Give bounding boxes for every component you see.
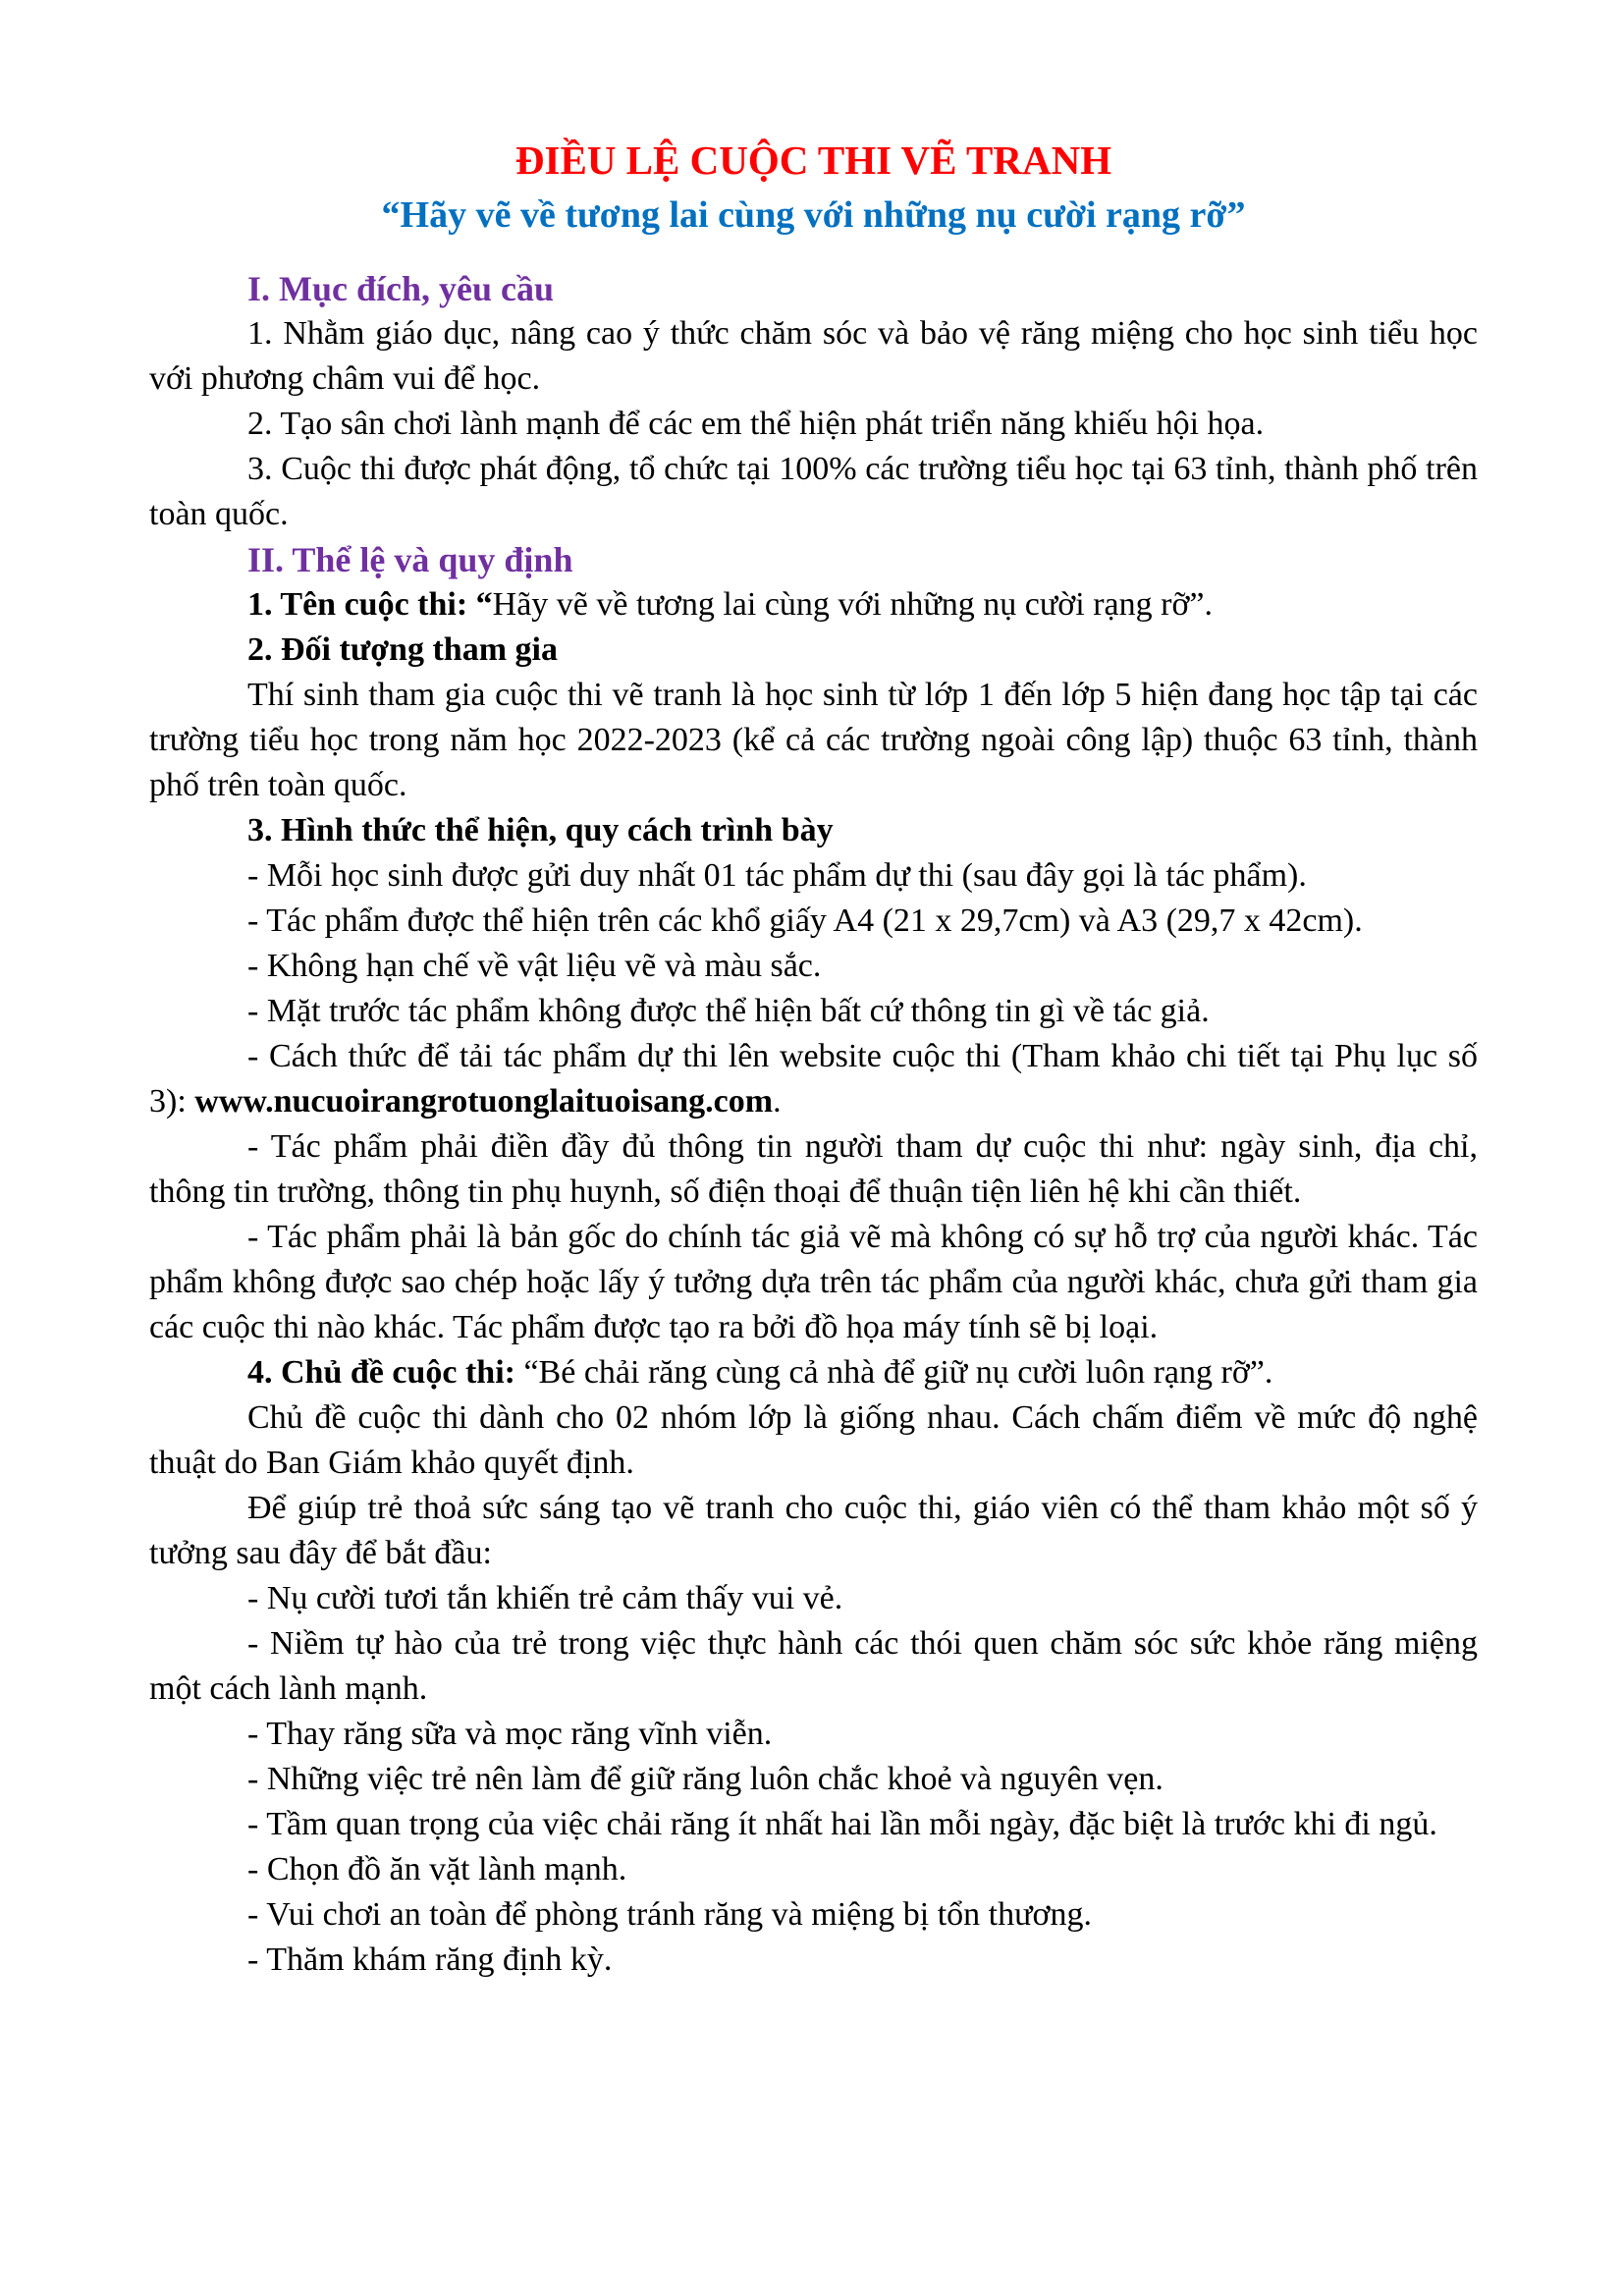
text-run: 2. Tạo sân chơi lành mạnh để các em thể hiện phát triển năng khiếu hội họa. bbox=[247, 406, 1265, 442]
paragraph bbox=[149, 1938, 1478, 1983]
paragraph bbox=[149, 1576, 1478, 1621]
section-heading bbox=[149, 266, 1478, 311]
text-run: - Thay răng sữa và mọc răng vĩnh viễn. bbox=[247, 1716, 773, 1752]
bold-text-run: 2. Đối tượng tham gia bbox=[247, 631, 558, 668]
paragraph bbox=[149, 853, 1478, 899]
bold-text-run: www.nucuoirangrotuonglaituoisang.com bbox=[194, 1083, 774, 1120]
text-run: “Bé chải răng cùng cả nhà để giữ nụ cười luôn rạng rỡ”. bbox=[523, 1354, 1273, 1391]
paragraph bbox=[149, 311, 1478, 402]
text-run: - Tầm quan trọng của việc chải răng ít nhất hai lần mỗi ngày, đặc biệt là trước khi đi ngủ. bbox=[247, 1806, 1437, 1842]
paragraph bbox=[149, 808, 1478, 853]
paragraph bbox=[149, 628, 1478, 673]
text-run: 3. Cuộc thi được phát động, tổ chức tại 100% các trường tiểu học tại 63 tỉnh, thành phố trên toàn quốc. bbox=[149, 451, 1478, 532]
text-run: Để giúp trẻ thoả sức sáng tạo vẽ tranh cho cuộc thi, giáo viên có thể tham khảo một số ý tưởng sau đây để bắt đầu: bbox=[149, 1490, 1478, 1571]
text-run: - Niềm tự hào của trẻ trong việc thực hành các thói quen chăm sóc sức khỏe răng miệng một cách lành mạnh. bbox=[149, 1625, 1478, 1707]
section-heading bbox=[149, 537, 1478, 582]
paragraph bbox=[149, 989, 1478, 1034]
text-run: Thí sinh tham gia cuộc thi vẽ tranh là học sinh từ lớp 1 đến lớp 5 hiện đang học tập tại các trường tiểu học trong năm học 2022-2023 (kể cả các trường ngoài công lập) thuộc 63 tỉnh, thành phố trên toàn quốc. bbox=[149, 677, 1478, 803]
paragraph bbox=[149, 1350, 1478, 1395]
text-run: 1. Nhằm giáo dục, nâng cao ý thức chăm sóc và bảo vệ răng miệng cho học sinh tiểu học với phương châm vui để học. bbox=[149, 315, 1478, 397]
paragraph bbox=[149, 1034, 1478, 1124]
text-run: Chủ đề cuộc thi dành cho 02 nhóm lớp là giống nhau. Cách chấm điểm về mức độ nghệ thuật do Ban Giám khảo quyết định. bbox=[149, 1399, 1478, 1481]
text-run: - Vui chơi an toàn để phòng tránh răng và miệng bị tổn thương. bbox=[247, 1896, 1092, 1933]
paragraph bbox=[149, 1757, 1478, 1802]
paragraph bbox=[149, 447, 1478, 537]
document-body bbox=[149, 266, 1478, 1983]
paragraph bbox=[149, 1124, 1478, 1215]
paragraph bbox=[149, 899, 1478, 944]
paragraph bbox=[149, 1712, 1478, 1757]
text-run: - Chọn đồ ăn vặt lành mạnh. bbox=[247, 1851, 627, 1887]
bold-text-run: 1. Tên cuộc thi: “ bbox=[247, 586, 493, 623]
text-run: . bbox=[773, 1083, 782, 1120]
paragraph bbox=[149, 582, 1478, 628]
text-run: - Không hạn chế về vật liệu vẽ và màu sắc. bbox=[247, 948, 822, 984]
text-run: - Tác phẩm phải điền đầy đủ thông tin người tham dự cuộc thi như: ngày sinh, địa chỉ, thông tin trường, thông tin phụ huynh, số điện thoại để thuận tiện liên hệ khi cần thiết. bbox=[149, 1128, 1478, 1210]
text-run: - Cách thức để tải tác phẩm dự thi lên website cuộc thi (Tham khảo chi tiết tại Phụ lục số 3): bbox=[149, 1038, 1478, 1120]
text-run: - Tác phẩm được thể hiện trên các khổ giấy A4 (21 x 29,7cm) và A3 (29,7 x 42cm). bbox=[247, 902, 1363, 939]
text-run: - Nụ cười tươi tắn khiến trẻ cảm thấy vui vẻ. bbox=[247, 1580, 843, 1616]
document-title: ĐIỀU LỆ CUỘC THI VẼ TRANH bbox=[514, 137, 1112, 183]
bold-text-run: I. Mục đích, yêu cầu bbox=[247, 269, 555, 308]
text-run: - Mỗi học sinh được gửi duy nhất 01 tác phẩm dự thi (sau đây gọi là tác phẩm). bbox=[247, 857, 1307, 894]
paragraph bbox=[149, 944, 1478, 989]
text-run: Hãy vẽ về tương lai cùng với những nụ cười rạng rỡ”. bbox=[492, 586, 1214, 623]
paragraph bbox=[149, 673, 1478, 808]
paragraph bbox=[149, 1486, 1478, 1576]
document-subtitle: “Hãy vẽ về tương lai cùng với những nụ cười rạng rỡ” bbox=[381, 194, 1246, 236]
bold-text-run: II. Thể lệ và quy định bbox=[247, 540, 573, 579]
text-run: - Thăm khám răng định kỳ. bbox=[247, 1941, 613, 1978]
text-run: - Mặt trước tác phẩm không được thể hiện bất cứ thông tin gì về tác giả. bbox=[247, 993, 1210, 1029]
text-run: - Tác phẩm phải là bản gốc do chính tác giả vẽ mà không có sự hỗ trợ của người khác. Tác phẩm không được sao chép hoặc lấy ý tưởng dựa trên tác phẩm của người khác, chưa gửi tham gia các cuộc thi nào khác. Tác phẩm được tạo ra bởi đồ họa máy tính sẽ bị loại. bbox=[149, 1219, 1478, 1345]
bold-text-run: 4. Chủ đề cuộc thi: bbox=[247, 1354, 524, 1391]
paragraph bbox=[149, 1395, 1478, 1486]
paragraph bbox=[149, 1215, 1478, 1350]
paragraph bbox=[149, 1802, 1478, 1847]
paragraph bbox=[149, 1847, 1478, 1892]
paragraph bbox=[149, 402, 1478, 447]
paragraph bbox=[149, 1892, 1478, 1938]
bold-text-run: 3. Hình thức thể hiện, quy cách trình bày bbox=[247, 812, 834, 848]
text-run: - Những việc trẻ nên làm để giữ răng luôn chắc khoẻ và nguyên vẹn. bbox=[247, 1761, 1163, 1797]
paragraph bbox=[149, 1621, 1478, 1712]
